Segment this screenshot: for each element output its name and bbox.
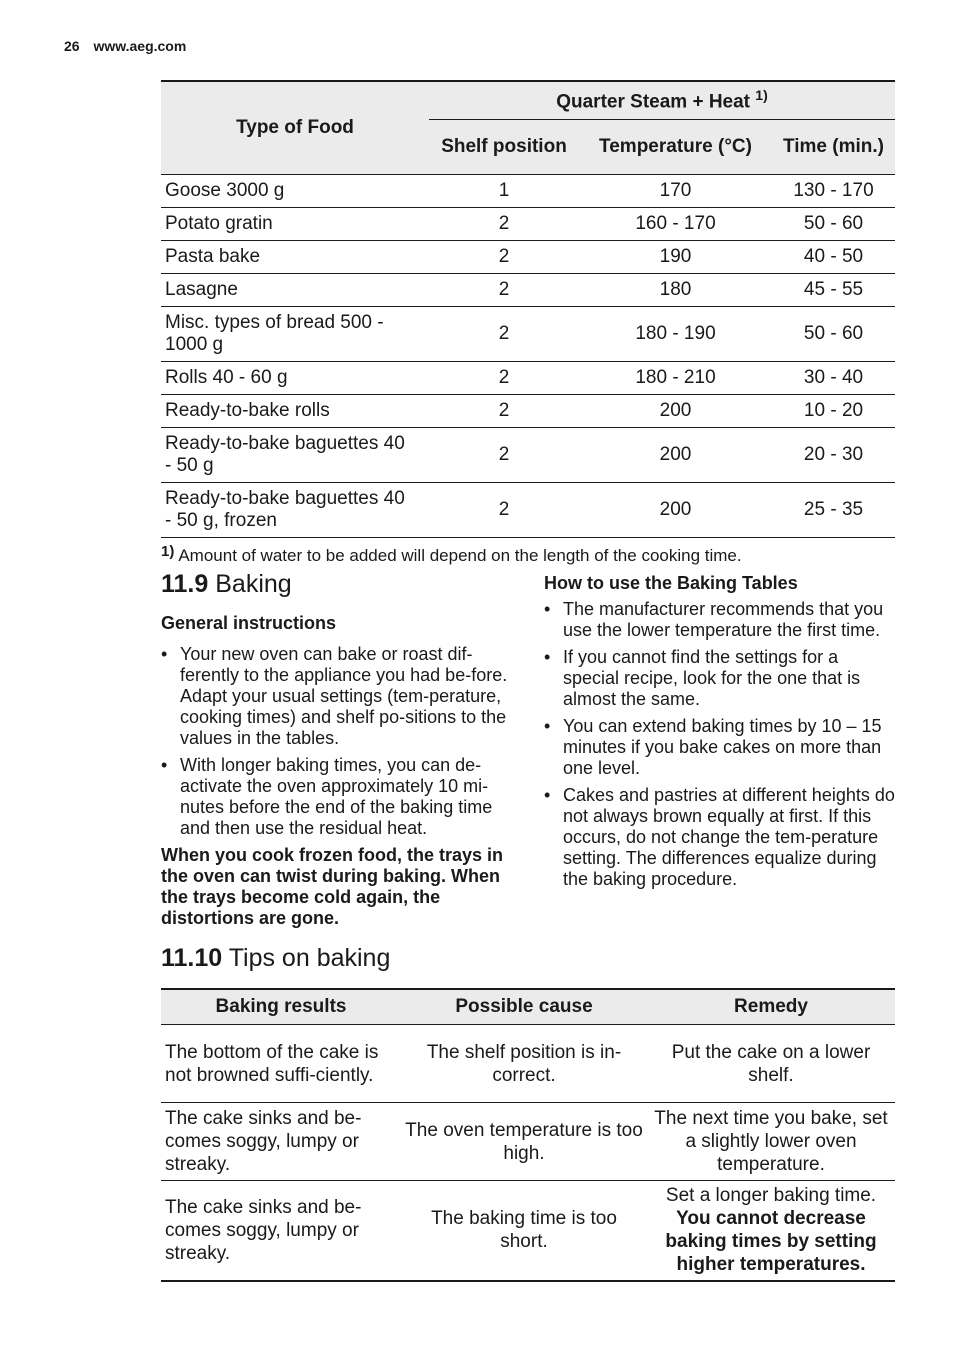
food-cell: Rolls 40 - 60 g <box>161 361 429 394</box>
quarter-steam-table <box>161 80 895 538</box>
shelf-cell: 2 <box>429 427 579 482</box>
baking-tables-howto <box>544 573 896 896</box>
page-number: 26 <box>64 38 80 54</box>
temp-cell: 170 <box>579 174 772 207</box>
list-item-text: Your new oven can bake or roast dif-ferently to the appliance you had be-fore. Adapt your usual settings (tem-perature, cooking times) and shelf po-sitions to the values in the tables. <box>180 644 508 748</box>
food-cell: Potato gratin <box>161 207 429 240</box>
temp-cell: 200 <box>579 427 772 482</box>
section-number: 11.10 <box>161 944 223 972</box>
remedy-text: Put the cake on a lower shelf. <box>671 1041 871 1086</box>
table-row <box>161 240 895 273</box>
header-possible-cause: Possible cause <box>401 989 647 1025</box>
group-header-label: Quarter Steam + Heat <box>556 91 751 113</box>
section-title: Tips on baking <box>228 944 391 972</box>
list-item-text: The manufacturer recommends that you use the lower temperature the first time. <box>563 599 884 640</box>
list-item-text: Cakes and pastries at different heights do not always brown equally at first. If this occurs, do not change the tem-perature setting. The differences equalize during the baking procedure. <box>563 785 895 889</box>
section-title-baking <box>161 570 292 599</box>
list-item <box>544 716 896 779</box>
header-type-of-food: Type of Food <box>161 81 429 174</box>
food-cell: Pasta bake <box>161 240 429 273</box>
cause-cell: The shelf position is in-correct. <box>401 1025 647 1103</box>
list-item-text: If you cannot find the settings for a special recipe, look for the one that is almost the same. <box>563 647 861 709</box>
shelf-cell: 1 <box>429 174 579 207</box>
remedy-text: Set a longer baking time. <box>665 1185 877 1207</box>
section-title-tips <box>161 944 390 973</box>
cause-cell: The baking time is too short. <box>401 1181 647 1281</box>
result-cell: The cake sinks and be-comes soggy, lumpy or streaky. <box>161 1181 401 1281</box>
header-temperature: Temperature (°C) <box>579 119 772 174</box>
table-row <box>161 1025 895 1103</box>
bullet-icon: • <box>544 716 551 736</box>
shelf-cell: 2 <box>429 306 579 361</box>
result-cell: The bottom of the cake is not browned suffi-ciently. <box>161 1025 401 1103</box>
food-cell: Ready-to-bake baguettes 40 - 50 g <box>161 427 429 482</box>
time-cell: 40 - 50 <box>772 240 895 273</box>
general-instructions-heading: General instructions <box>161 613 337 633</box>
footnote-mark: 1) <box>161 543 175 560</box>
time-cell: 130 - 170 <box>772 174 895 207</box>
temp-cell: 180 - 210 <box>579 361 772 394</box>
remedy-cell <box>647 1025 895 1103</box>
general-instructions <box>161 613 515 929</box>
time-cell: 25 - 35 <box>772 482 895 537</box>
table-row <box>161 174 895 207</box>
time-cell: 50 - 60 <box>772 306 895 361</box>
section-number: 11.9 <box>161 570 209 598</box>
list-item <box>544 647 896 710</box>
bullet-icon: • <box>161 644 168 664</box>
bullet-icon: • <box>544 599 551 619</box>
bullet-icon: • <box>161 755 168 775</box>
table-footnote <box>161 543 742 566</box>
table-row <box>161 273 895 306</box>
table-row <box>161 1103 895 1181</box>
baking-tips-table <box>161 988 895 1282</box>
shelf-cell: 2 <box>429 207 579 240</box>
header-baking-results: Baking results <box>161 989 401 1025</box>
remedy-warning: You cannot decrease baking times by setting higher temperatures. <box>665 1208 877 1276</box>
list-item-text: With longer baking times, you can de-activate the oven approximately 10 mi-nutes before the end of the baking time and then use the residual heat. <box>180 755 493 838</box>
temp-cell: 180 <box>579 273 772 306</box>
time-cell: 50 - 60 <box>772 207 895 240</box>
remedy-cell <box>647 1103 895 1181</box>
food-cell: Goose 3000 g <box>161 174 429 207</box>
time-cell: 45 - 55 <box>772 273 895 306</box>
table-row <box>161 394 895 427</box>
table-row <box>161 1181 895 1281</box>
table-row <box>161 482 895 537</box>
remedy-text: The next time you bake, set a slightly lower oven temperature. <box>654 1108 888 1175</box>
shelf-cell: 2 <box>429 394 579 427</box>
header-time: Time (min.) <box>772 119 895 174</box>
shelf-cell: 2 <box>429 240 579 273</box>
result-cell: The cake sinks and be-comes soggy, lumpy or streaky. <box>161 1103 401 1181</box>
temp-cell: 160 - 170 <box>579 207 772 240</box>
temp-cell: 200 <box>579 394 772 427</box>
list-item <box>544 785 896 890</box>
list-item <box>161 755 515 839</box>
temp-cell: 200 <box>579 482 772 537</box>
shelf-cell: 2 <box>429 273 579 306</box>
group-header-footnote: 1) <box>755 87 768 104</box>
time-cell: 20 - 30 <box>772 427 895 482</box>
howto-heading: How to use the Baking Tables <box>544 573 798 593</box>
cause-cell: The oven temperature is too high. <box>401 1103 647 1181</box>
list-item <box>544 599 896 641</box>
food-cell: Misc. types of bread 500 - 1000 g <box>161 306 429 361</box>
food-cell: Ready-to-bake baguettes 40 - 50 g, frozen <box>161 482 429 537</box>
shelf-cell: 2 <box>429 361 579 394</box>
footnote-text: Amount of water to be added will depend on the length of the cooking time. <box>178 546 742 565</box>
frozen-food-warning: When you cook frozen food, the trays in the oven can twist during baking. When the trays become cold again, the distortions are gone. <box>161 845 504 928</box>
page-header <box>64 38 186 54</box>
table-row <box>161 306 895 361</box>
bullet-icon: • <box>544 647 551 667</box>
temp-cell: 180 - 190 <box>579 306 772 361</box>
food-cell: Lasagne <box>161 273 429 306</box>
table-row <box>161 207 895 240</box>
section-title: Baking <box>215 570 292 598</box>
shelf-cell: 2 <box>429 482 579 537</box>
temp-cell: 190 <box>579 240 772 273</box>
table-row <box>161 361 895 394</box>
list-item-text: You can extend baking times by 10 – 15 minutes if you bake cakes on more than one level. <box>563 716 882 778</box>
header-shelf-position: Shelf position <box>429 119 579 174</box>
time-cell: 10 - 20 <box>772 394 895 427</box>
time-cell: 30 - 40 <box>772 361 895 394</box>
remedy-cell <box>647 1181 895 1281</box>
food-cell: Ready-to-bake rolls <box>161 394 429 427</box>
header-remedy: Remedy <box>647 989 895 1025</box>
table-row <box>161 427 895 482</box>
bullet-icon: • <box>544 785 551 805</box>
header-quarter-steam-heat <box>429 81 895 119</box>
website-link[interactable]: www.aeg.com <box>93 38 187 54</box>
list-item <box>161 644 515 749</box>
